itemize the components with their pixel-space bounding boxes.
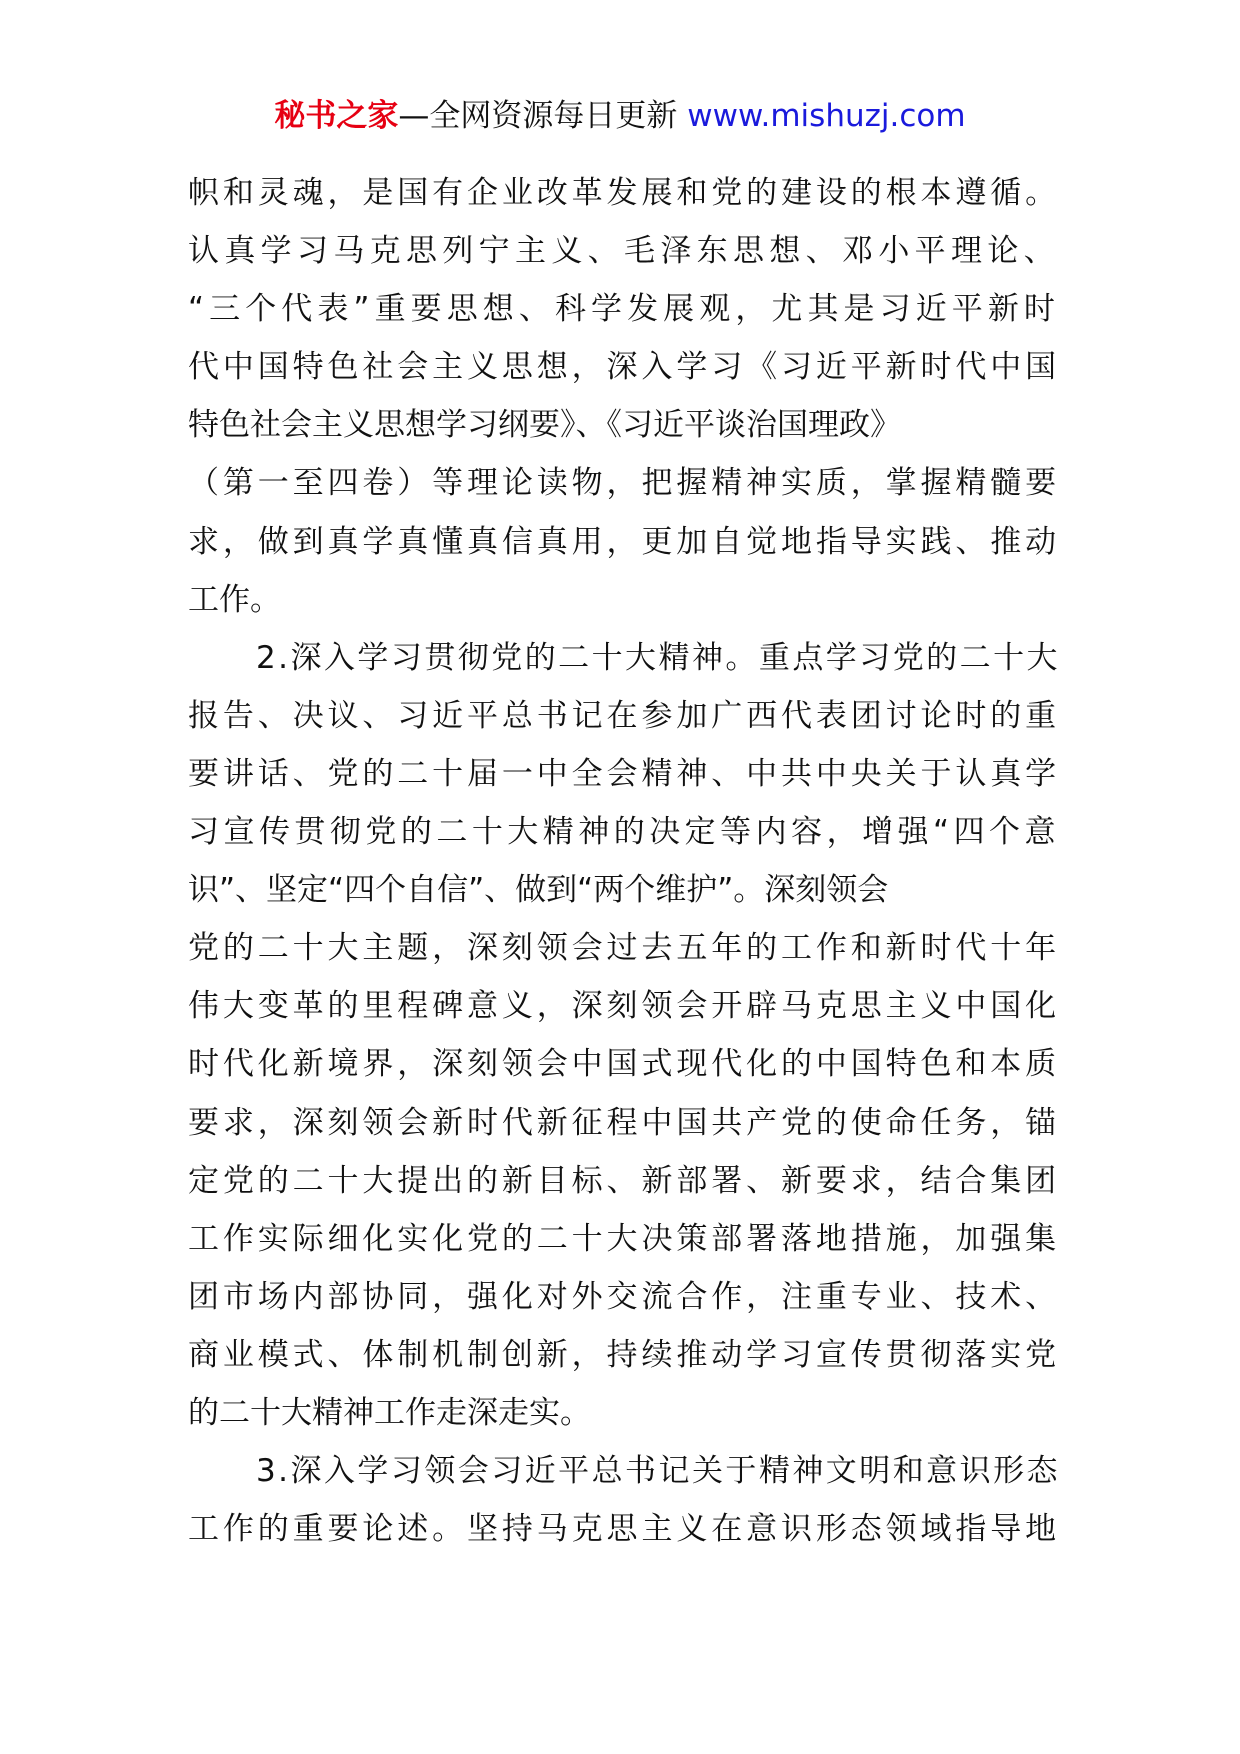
text-line: 要求，深刻领会新时代新征程中国共产党的使命任务，锚 [188,1104,1060,1141]
text-line: 特色社会主义思想学习纲要》、《习近平谈治国理政》 [188,407,901,444]
text-line: 商业模式、体制机制创新，持续推动学习宣传贯彻落实党 [188,1336,1060,1373]
text-line: 帜和灵魂，是国有企业改革发展和党的建设的根本遵循。 [188,175,1060,211]
brand-name: 秘书之家 [274,98,399,134]
header-url-link[interactable]: www.mishuzj.com [687,98,966,134]
text-line: 要讲话、党的二十届一中全会精神、中共中央关于认真学 [188,755,1060,792]
text-line: 习宣传贯彻党的二十大精神的决定等内容，增强“四个意 [188,814,1060,851]
text-line: 党的二十大主题，深刻领会过去五年的工作和新时代十年 [188,930,1060,967]
text-line: （第一至四卷）等理论读物，把握精神实质，掌握精髓要 [188,465,1060,502]
text-line: 工作。 [188,581,281,618]
text-line: “三个代表”重要思想、科学发展观，尤其是习近平新时 [188,291,1060,328]
paragraph-start-line: 2.深入学习贯彻党的二十大精神。重点学习党的二十大 [256,639,1060,676]
text-line: 识”、坚定“四个自信”、做到“两个维护”。深刻领会 [188,872,889,909]
document-body [188,164,1060,1558]
text-line: 认真学习马克思列宁主义、毛泽东思想、邓小平理论、 [188,233,1060,270]
text-line: 工作的重要论述。坚持马克思主义在意识形态领域指导地 [188,1511,1060,1548]
page-header [0,96,1240,136]
text-line: 工作实际细化实化党的二十大决策部署落地措施，加强集 [188,1220,1060,1257]
text-line: 伟大变革的里程碑意义，深刻领会开辟马克思主义中国化 [188,988,1060,1025]
text-line: 定党的二十大提出的新目标、新部署、新要求，结合集团 [188,1162,1060,1199]
paragraph-start-line: 3.深入学习领会习近平总书记关于精神文明和意识形态 [256,1453,1060,1490]
header-tagline: —全网资源每日更新 [398,98,688,134]
text-line: 的二十大精神工作走深走实。 [188,1394,591,1431]
text-line: 团市场内部协同，强化对外交流合作，注重专业、技术、 [188,1278,1060,1315]
text-line: 报告、决议、习近平总书记在参加广西代表团讨论时的重 [188,697,1060,734]
text-line: 代中国特色社会主义思想，深入学习《习近平新时代中国 [188,349,1060,386]
text-line: 求，做到真学真懂真信真用，更加自觉地指导实践、推动 [188,523,1060,560]
text-line: 时代化新境界，深刻领会中国式现代化的中国特色和本质 [188,1046,1060,1083]
